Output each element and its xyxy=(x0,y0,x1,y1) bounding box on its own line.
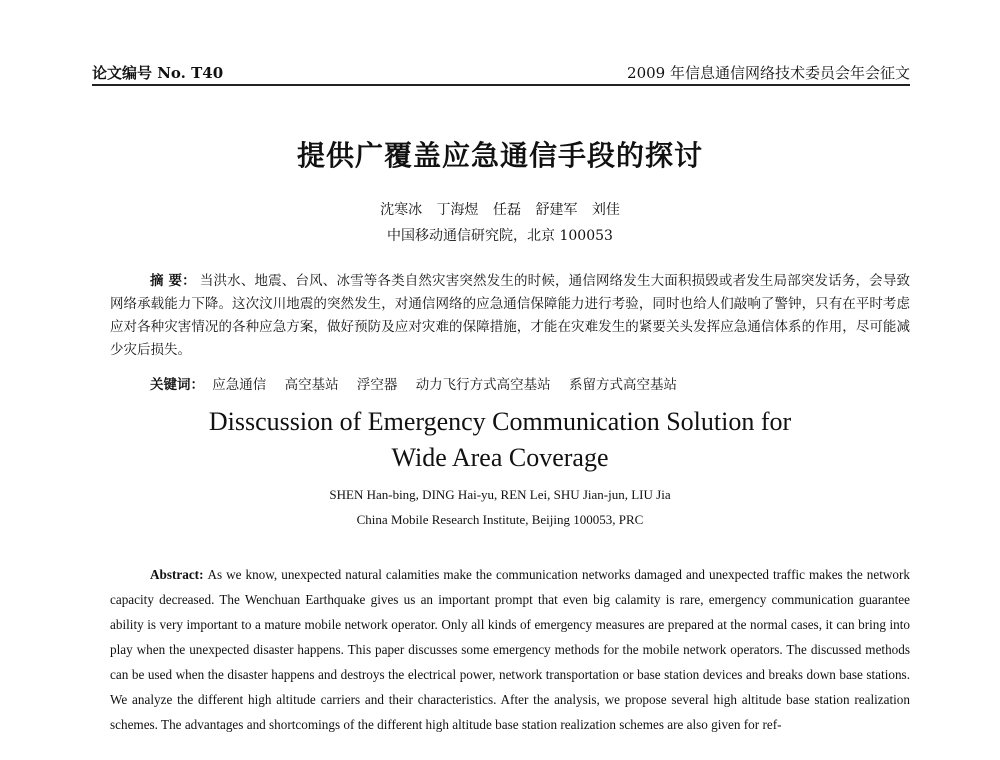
abstract-english xyxy=(110,562,910,737)
affiliation-chinese: 中国移动通信研究院，北京 100053 xyxy=(387,228,613,244)
title-chinese: 提供广覆盖应急通信手段的探讨 xyxy=(296,139,703,172)
abstract-chinese-label: 摘 要： xyxy=(150,273,196,289)
keyword: 高空基站 xyxy=(284,377,339,393)
conference-name: 2009 年信息通信网络技术委员会年会征文 xyxy=(627,64,910,82)
abstract-chinese xyxy=(110,270,910,362)
keyword: 动力飞行方式高空基站 xyxy=(415,377,551,393)
title-english xyxy=(0,404,1000,476)
keyword: 应急通信 xyxy=(212,377,267,393)
title-english-line2: Wide Area Coverage xyxy=(391,443,609,472)
keywords-chinese xyxy=(150,373,691,393)
affiliation-english: China Mobile Research Institute, Beijing 100053, PRC xyxy=(356,512,644,527)
keyword: 系留方式高空基站 xyxy=(568,377,677,393)
authors-english: SHEN Han-bing, DING Hai-yu, REN Lei, SHU Jian-jun, LIU Jia xyxy=(329,487,671,502)
paper-id: 论文编号 No. T40 xyxy=(92,64,224,82)
keywords-label: 关键词： xyxy=(150,377,204,393)
page-header xyxy=(92,60,910,86)
abstract-chinese-text: 当洪水、地震、台风、冰雪等各类自然灾害突然发生的时候，通信网络发生大面积损毁或者发生局部突发话务，会导致网络承载能力下降。这次汶川地震的突然发生，对通信网络的应急通信保障能力进行考验，同时也给人们敲响了警钟，只有在平时考虑应对各种灾害情况的各种应急方案，做好预防及应对灾难的保障措施，才能在灾难发生的紧要关头发挥应急通信体系的作用，尽可能减少灾后损失。 xyxy=(110,273,910,358)
title-english-line1: Disscussion of Emergency Communication Solution for xyxy=(208,407,792,436)
keyword: 浮空器 xyxy=(356,377,398,393)
abstract-english-label: Abstract: xyxy=(150,567,204,582)
authors-chinese: 沈寒冰 丁海煜 任磊 舒建军 刘佳 xyxy=(380,202,620,218)
abstract-english-text: As we know, unexpected natural calamities make the communication networks damaged and unexpected traffic makes the network capacity decreased. The Wenchuan Earthquake gives us an important prompt that even big calamity is rare, emergency communication guarantee ability is very important to a mature mobile network operator. Only all kinds of emergency measures are prepared at the normal cases, it can bring into play when the unexpected disaster happens. This paper discusses some emergency methods for the mobile network operators. The discussed methods can be used when the disaster happens and destroys the electrical power, network transportation or base station devices and breaks down base stations. We analyze the different high altitude carriers and their characteristics. After the analysis, we propose several high altitude base station realization schemes. The advantages and shortcomings of the different high altitude base station realization schemes are also given for ref- xyxy=(110,567,910,732)
